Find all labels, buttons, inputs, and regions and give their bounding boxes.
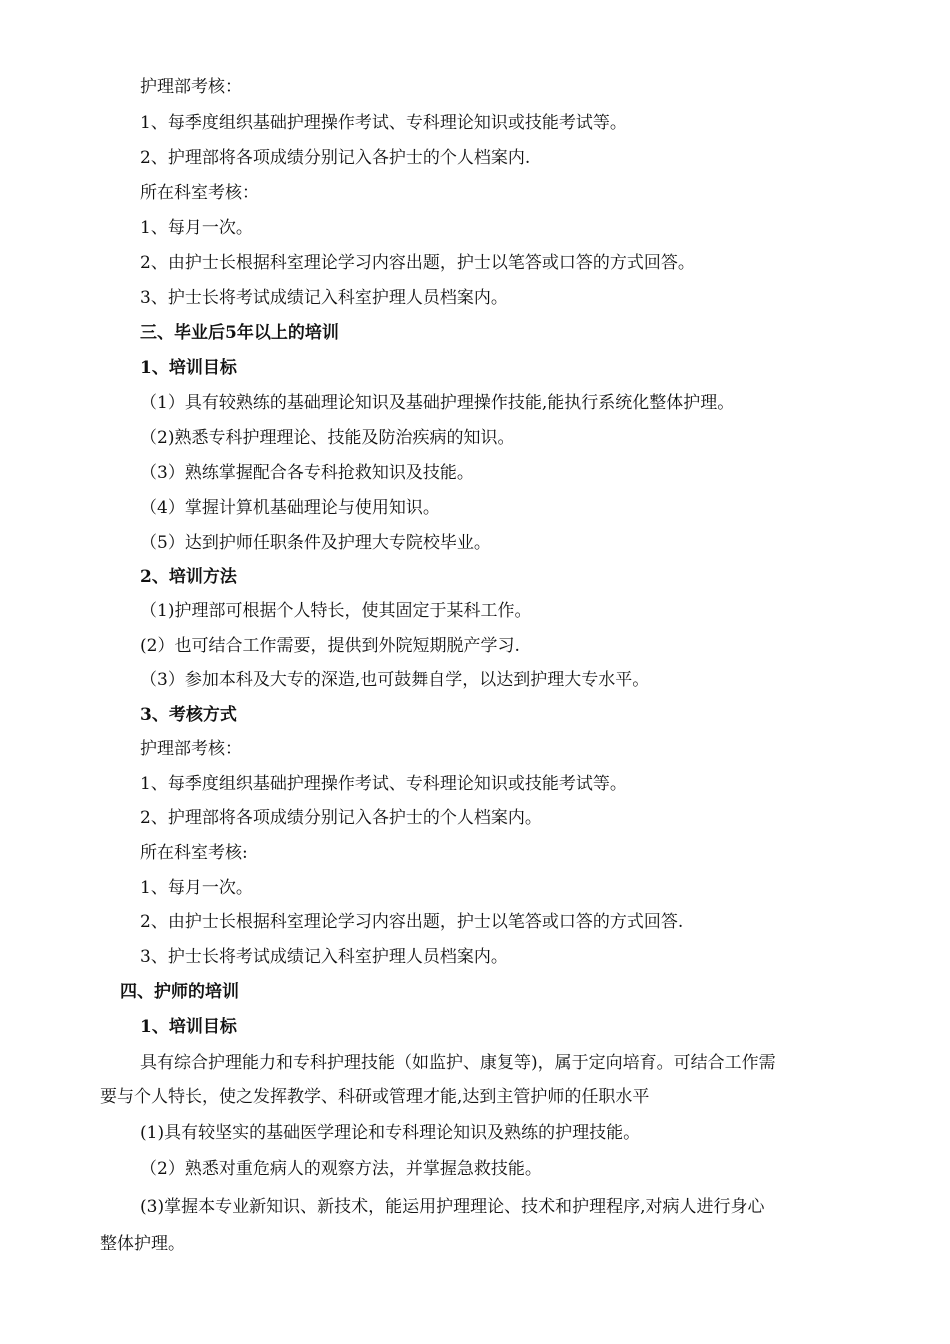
text-line: 所在科室考核： [140, 183, 259, 203]
text-line: 2、护理部将各项成绩分别记入各护士的个人档案内。 [140, 808, 542, 828]
text-line: (2）也可结合工作需要，提供到外院短期脱产学习. [140, 636, 520, 656]
text-line: 2、护理部将各项成绩分别记入各护士的个人档案内. [140, 148, 531, 168]
text-line: （3）参加本科及大专的深造,也可鼓舞自学，以达到护理大专水平。 [140, 670, 650, 690]
text-line: 3、护士长将考试成绩记入科室护理人员档案内。 [140, 947, 508, 967]
subsection-heading: 2、培训方法 [140, 567, 237, 587]
text-line: 整体护理。 [100, 1234, 185, 1254]
text-line: （2)熟悉专科护理理论、技能及防治疾病的知识。 [140, 428, 515, 448]
subsection-heading: 1、培训目标 [140, 358, 237, 378]
subsection-heading: 1、培训目标 [140, 1017, 237, 1037]
text-line: （3）熟练掌握配合各专科抢救知识及技能。 [140, 463, 474, 483]
text-line: 1、每季度组织基础护理操作考试、专科理论知识或技能考试等。 [140, 113, 627, 133]
text-line: 1、每月一次。 [140, 218, 253, 238]
text-line: 护理部考核： [140, 739, 242, 759]
text-line: 2、由护士长根据科室理论学习内容出题，护士以笔答或口答的方式回答。 [140, 253, 695, 273]
subsection-heading: 3、考核方式 [140, 705, 237, 725]
section-heading: 四、护师的培训 [120, 982, 239, 1002]
text-line: （1)护理部可根据个人特长，使其固定于某科工作。 [140, 601, 532, 621]
text-line: （1）具有较熟练的基础理论知识及基础护理操作技能,能执行系统化整体护理。 [140, 393, 735, 413]
text-line: 1、每月一次。 [140, 878, 253, 898]
section-heading: 三、毕业后5年以上的培训 [140, 323, 339, 343]
text-line: 所在科室考核: [140, 843, 248, 863]
text-line: 要与个人特长，使之发挥教学、科研或管理才能,达到主管护师的任职水平 [100, 1087, 650, 1107]
text-line: (3)掌握本专业新知识、新技术，能运用护理理论、技术和护理程序,对病人进行身心 [140, 1197, 765, 1217]
text-line: （5）达到护师任职条件及护理大专院校毕业。 [140, 533, 491, 553]
text-line: （4）掌握计算机基础理论与使用知识。 [140, 498, 440, 518]
text-line: 护理部考核： [140, 77, 242, 97]
text-line: 具有综合护理能力和专科护理技能（如监护、康复等)，属于定向培育。可结合工作需 [140, 1053, 776, 1073]
text-line: （2）熟悉对重危病人的观察方法，并掌握急救技能。 [140, 1159, 542, 1179]
text-line: 2、由护士长根据科室理论学习内容出题，护士以笔答或口答的方式回答. [140, 912, 684, 932]
text-line: (1)具有较坚实的基础医学理论和专科理论知识及熟练的护理技能。 [140, 1123, 641, 1143]
text-line: 1、每季度组织基础护理操作考试、专科理论知识或技能考试等。 [140, 774, 627, 794]
text-line: 3、护士长将考试成绩记入科室护理人员档案内。 [140, 288, 508, 308]
